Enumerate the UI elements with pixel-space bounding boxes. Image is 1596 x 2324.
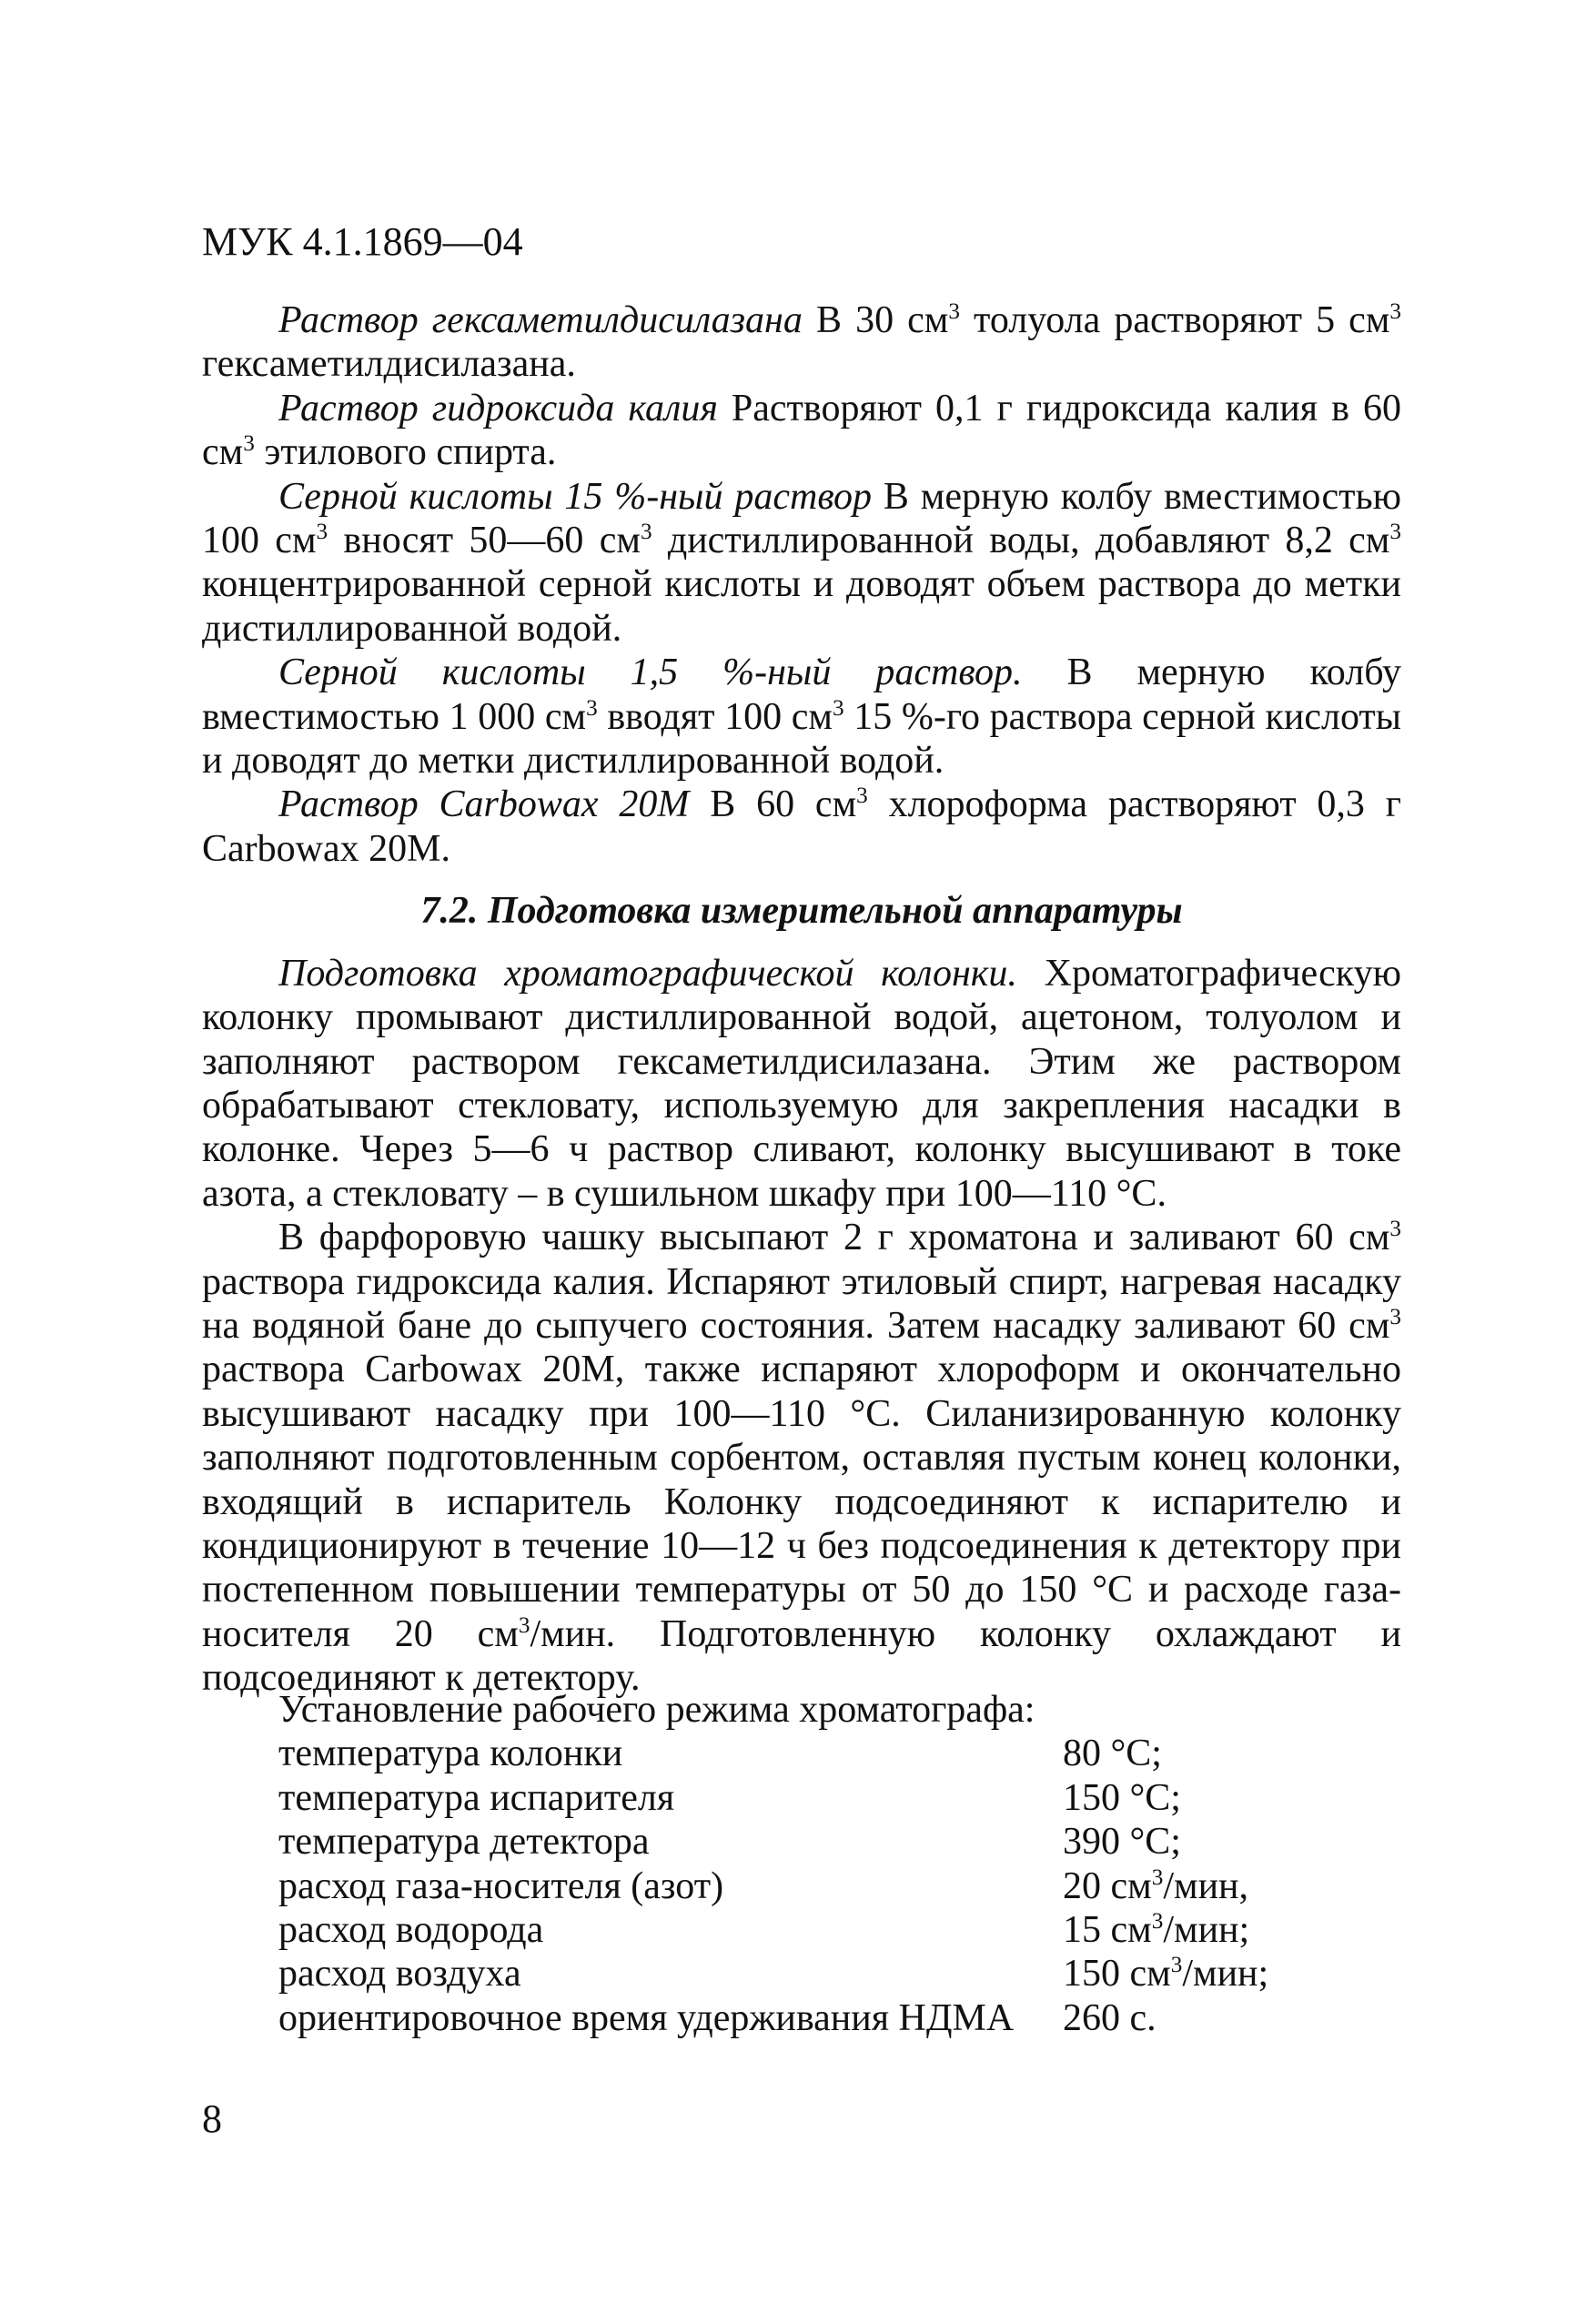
text-run: 20 см bbox=[1063, 1864, 1152, 1907]
parameter-value: 390 °C; bbox=[1063, 1821, 1181, 1864]
text-run: 15 %-го раствора серной кислоты и доводят до метки дистиллированной водой. bbox=[202, 695, 1401, 783]
text-run: дистиллированной воды, добавляют 8,2 см bbox=[652, 520, 1390, 562]
parameter-row bbox=[278, 1820, 1370, 1864]
parameter-name: расход водорода bbox=[278, 1909, 544, 1952]
parameter-value bbox=[1063, 1908, 1249, 1952]
text-run: толуола растворяют 5 см bbox=[959, 299, 1390, 341]
superscript: 3 bbox=[586, 695, 598, 721]
text-run: /мин; bbox=[1163, 1909, 1250, 1952]
text-run: /мин; bbox=[1182, 1953, 1269, 1996]
reagent-title: Раствор гексаметилдисилазана bbox=[278, 299, 803, 341]
text-run: концентрированной серной кислоты и доводят объем раствора до метки дистиллированной водой. bbox=[202, 563, 1401, 650]
superscript: 3 bbox=[1389, 520, 1401, 545]
reagent-paragraph bbox=[202, 783, 1401, 871]
parameter-value: 150 °C; bbox=[1063, 1776, 1181, 1819]
text-run: раствора Carbowax 20M, также испаряют хлороформ и окончательно высушивают насадку при 100—110 °C. Силанизированную колонку заполняют подготовленным сорбентом, оставляя пустым конец колонки, входящий в испаритель Колонку подсоединяют к испарителю и кондиционируют в течение 10—12 ч без подсоединения к детектору при постепенном повышении температуры от 50 до 150 °C и расходе газа-носителя 20 см bbox=[202, 1349, 1401, 1655]
parameter-name: температура испарителя bbox=[278, 1776, 675, 1819]
body-text bbox=[202, 298, 1401, 1701]
text-run: В фарфоровую чашку высыпают 2 г хроматона и заливают 60 см bbox=[278, 1217, 1390, 1259]
parameter-row bbox=[278, 1996, 1370, 2040]
parameter-name: расход газа-носителя (азот) bbox=[278, 1864, 724, 1907]
text-run: этилового спирта. bbox=[254, 431, 557, 474]
text-run: В мерную колбу вместимостью 1 000 см bbox=[202, 652, 1401, 738]
text-run: В 30 см bbox=[802, 299, 949, 341]
text-run: вводят 100 см bbox=[597, 695, 833, 738]
document-header: МУК 4.1.1869—04 bbox=[202, 219, 523, 264]
text-run: раствора гидроксида калия. Испаряют этиловый спирт, нагревая насадку на водяной бане до сыпучего состояния. Затем насадку заливают 60 см bbox=[202, 1260, 1401, 1347]
superscript: 3 bbox=[1389, 1304, 1401, 1329]
text-run: гексаметилдисилазана. bbox=[202, 343, 576, 386]
parameter-row bbox=[278, 1732, 1370, 1775]
reagent-paragraph bbox=[202, 387, 1401, 475]
reagent-title: Серной кислоты 15 %-ный раствор bbox=[278, 475, 873, 518]
parameter-value: 80 °C; bbox=[1063, 1733, 1162, 1775]
text-run: 150 см bbox=[1063, 1953, 1171, 1996]
parameter-name: ориентировочное время удерживания НДМА bbox=[278, 1996, 1015, 2039]
reagent-paragraph bbox=[202, 298, 1401, 387]
superscript: 3 bbox=[856, 783, 868, 809]
text-run: Хроматографическую колонку промывают дистиллированной водой, ацетоном, толуолом и заполняют раствором гексаметилдисилазана. Этим же раствором обрабатывают стекловату, используемую для закрепления насадки в колонке. Через 5—6 ч раствор сливают, колонку высушивают в токе азота, а стекловату – в сушильном шкафу при 100—110 °C. bbox=[202, 952, 1401, 1215]
parameter-name: температура детектора bbox=[278, 1821, 650, 1864]
parameter-row bbox=[278, 1864, 1370, 1908]
superscript: 3 bbox=[518, 1612, 530, 1638]
superscript: 3 bbox=[1170, 1953, 1183, 1978]
text-run: вносят 50—60 см bbox=[328, 520, 641, 562]
parameter-row bbox=[278, 1952, 1370, 1996]
page-number: 8 bbox=[202, 2097, 222, 2141]
text-run: В мерную колбу вместимостью 100 см bbox=[202, 475, 1401, 562]
parameter-value: 260 с. bbox=[1063, 1996, 1157, 2039]
superscript: 3 bbox=[640, 520, 652, 545]
reagent-paragraph bbox=[202, 475, 1401, 652]
superscript: 3 bbox=[1151, 1909, 1164, 1935]
text-run: 15 см bbox=[1063, 1909, 1152, 1952]
parameter-row bbox=[278, 1908, 1370, 1952]
superscript: 3 bbox=[1151, 1864, 1164, 1890]
superscript: 3 bbox=[1389, 1217, 1401, 1242]
superscript: 3 bbox=[1389, 299, 1401, 324]
parameter-row bbox=[278, 1776, 1370, 1820]
parameter-name: температура колонки bbox=[278, 1733, 623, 1775]
section-heading: 7.2. Подготовка измерительной аппаратуры bbox=[420, 890, 1183, 933]
parameter-value bbox=[1063, 1952, 1268, 1996]
section-paragraph bbox=[202, 952, 1401, 1216]
section-paragraph bbox=[202, 1216, 1401, 1700]
paragraph-title: Подготовка хроматографической колонки. bbox=[278, 952, 1017, 995]
chromatograph-parameters bbox=[278, 1688, 1370, 2040]
text-run: хлороформа растворяют 0,3 г Carbowax 20M. bbox=[202, 783, 1401, 870]
reagent-title: Серной кислоты 1,5 %-ный раствор. bbox=[278, 652, 1023, 694]
text-run: Растворяют 0,1 г гидроксида калия в 60 см bbox=[202, 387, 1401, 474]
reagent-paragraph bbox=[202, 651, 1401, 783]
text-run: /мин. Подготовленную колонку охлаждают и подсоединяют к детектору. bbox=[202, 1612, 1402, 1700]
text-run: В 60 см bbox=[689, 783, 857, 826]
superscript: 3 bbox=[948, 299, 960, 324]
superscript: 3 bbox=[243, 431, 255, 457]
text-run: /мин, bbox=[1163, 1864, 1249, 1907]
reagent-title: Раствор гидроксида калия bbox=[278, 387, 718, 429]
parameters-intro: Установление рабочего режима хроматографа: bbox=[278, 1689, 1035, 1731]
superscript: 3 bbox=[316, 520, 328, 545]
reagent-title: Раствор Carbowax 20M bbox=[278, 783, 690, 826]
parameter-name: расход воздуха bbox=[278, 1953, 521, 1996]
parameter-value bbox=[1063, 1864, 1248, 1908]
superscript: 3 bbox=[833, 695, 844, 721]
